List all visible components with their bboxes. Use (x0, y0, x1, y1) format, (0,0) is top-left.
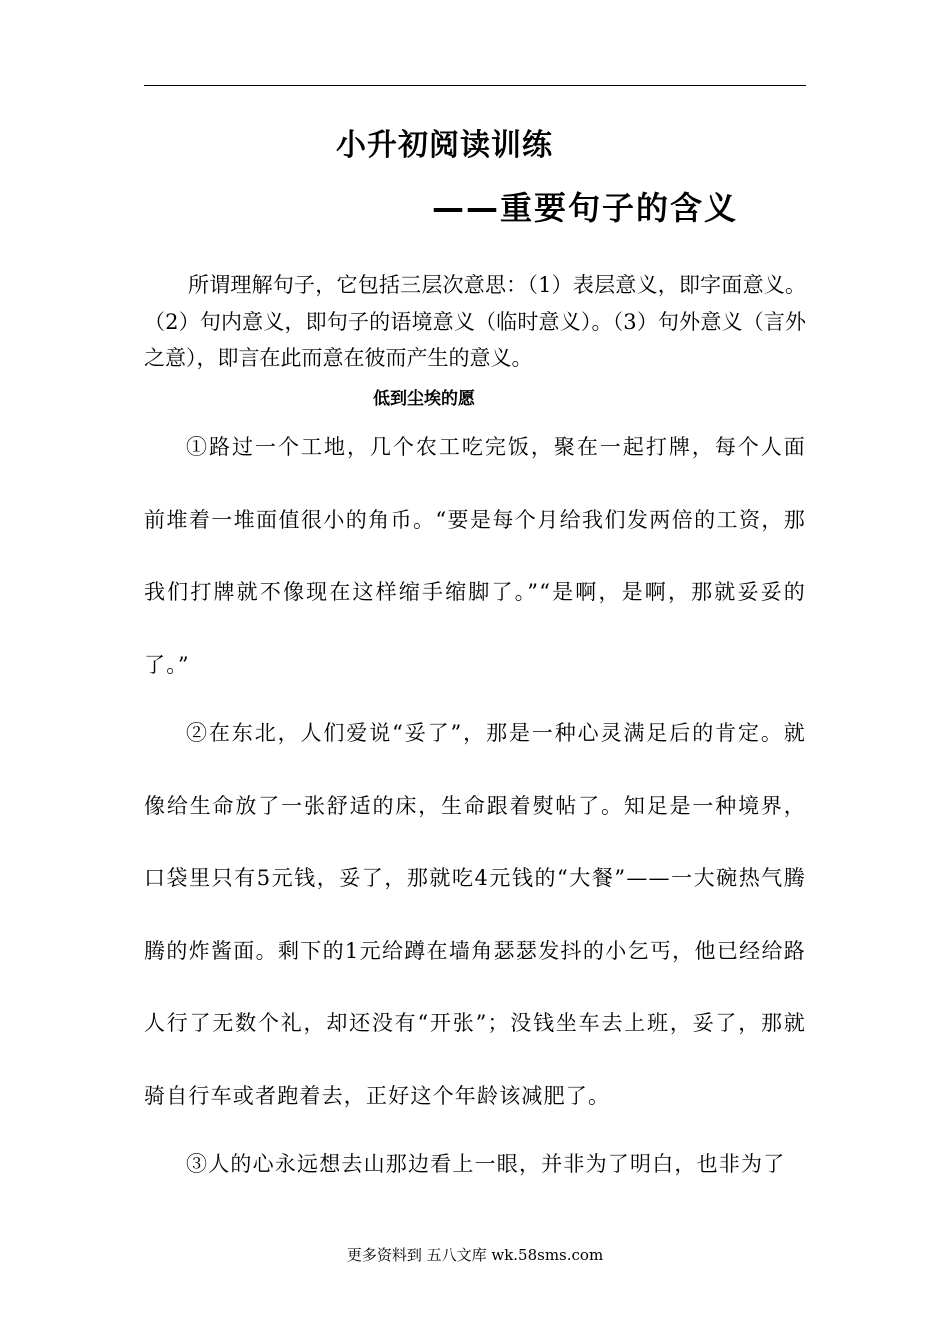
article-title: 低到尘埃的愿 (373, 389, 475, 409)
footer-source-text: 更多资料到 五八文库 wk.58sms.com (346, 1246, 604, 1264)
intro-paragraph: 所谓理解句子，它包括三层次意思：（1）表层意义，即字面意义。（2）句内意义，即句子的语境意义（临时意义）。（3）句外意义（言外之意），即言在此而意在彼而产生的意义。 (144, 273, 806, 370)
article-paragraph-3: ③人的心永远想去山那边看上一眼，并非为了明白，也非为了 (186, 1152, 786, 1176)
header-rule (144, 85, 806, 86)
article-paragraph-2: ②在东北，人们爱说“妥了”，那是一种心灵满足后的肯定。就像给生命放了一张舒适的床，生命跟着熨帖了。知足是一种境界，口袋里只有5元钱，妥了，那就吃4元钱的“大餐”——一大碗热气腾腾的炸酱面。剩下的1元给蹲在墙角瑟瑟发抖的小乞丐，他已经给路人行了无数个礼，却还没有“开张”；没钱坐车去上班，妥了，那就骑自行车或者跑着去，正好这个年龄该减肥了。 (144, 721, 806, 1108)
page-title: 小升初阅读训练 (336, 128, 553, 163)
article-paragraph-1: ①路过一个工地，几个农工吃完饭，聚在一起打牌，每个人面前堆着一堆面值很小的角币。“要是每个月给我们发两倍的工资，那我们打牌就不像现在这样缩手缩脚了。”“是啊，是啊，那就妥妥的了。” (144, 435, 806, 677)
page-subtitle: ——重要句子的含义 (432, 189, 739, 227)
